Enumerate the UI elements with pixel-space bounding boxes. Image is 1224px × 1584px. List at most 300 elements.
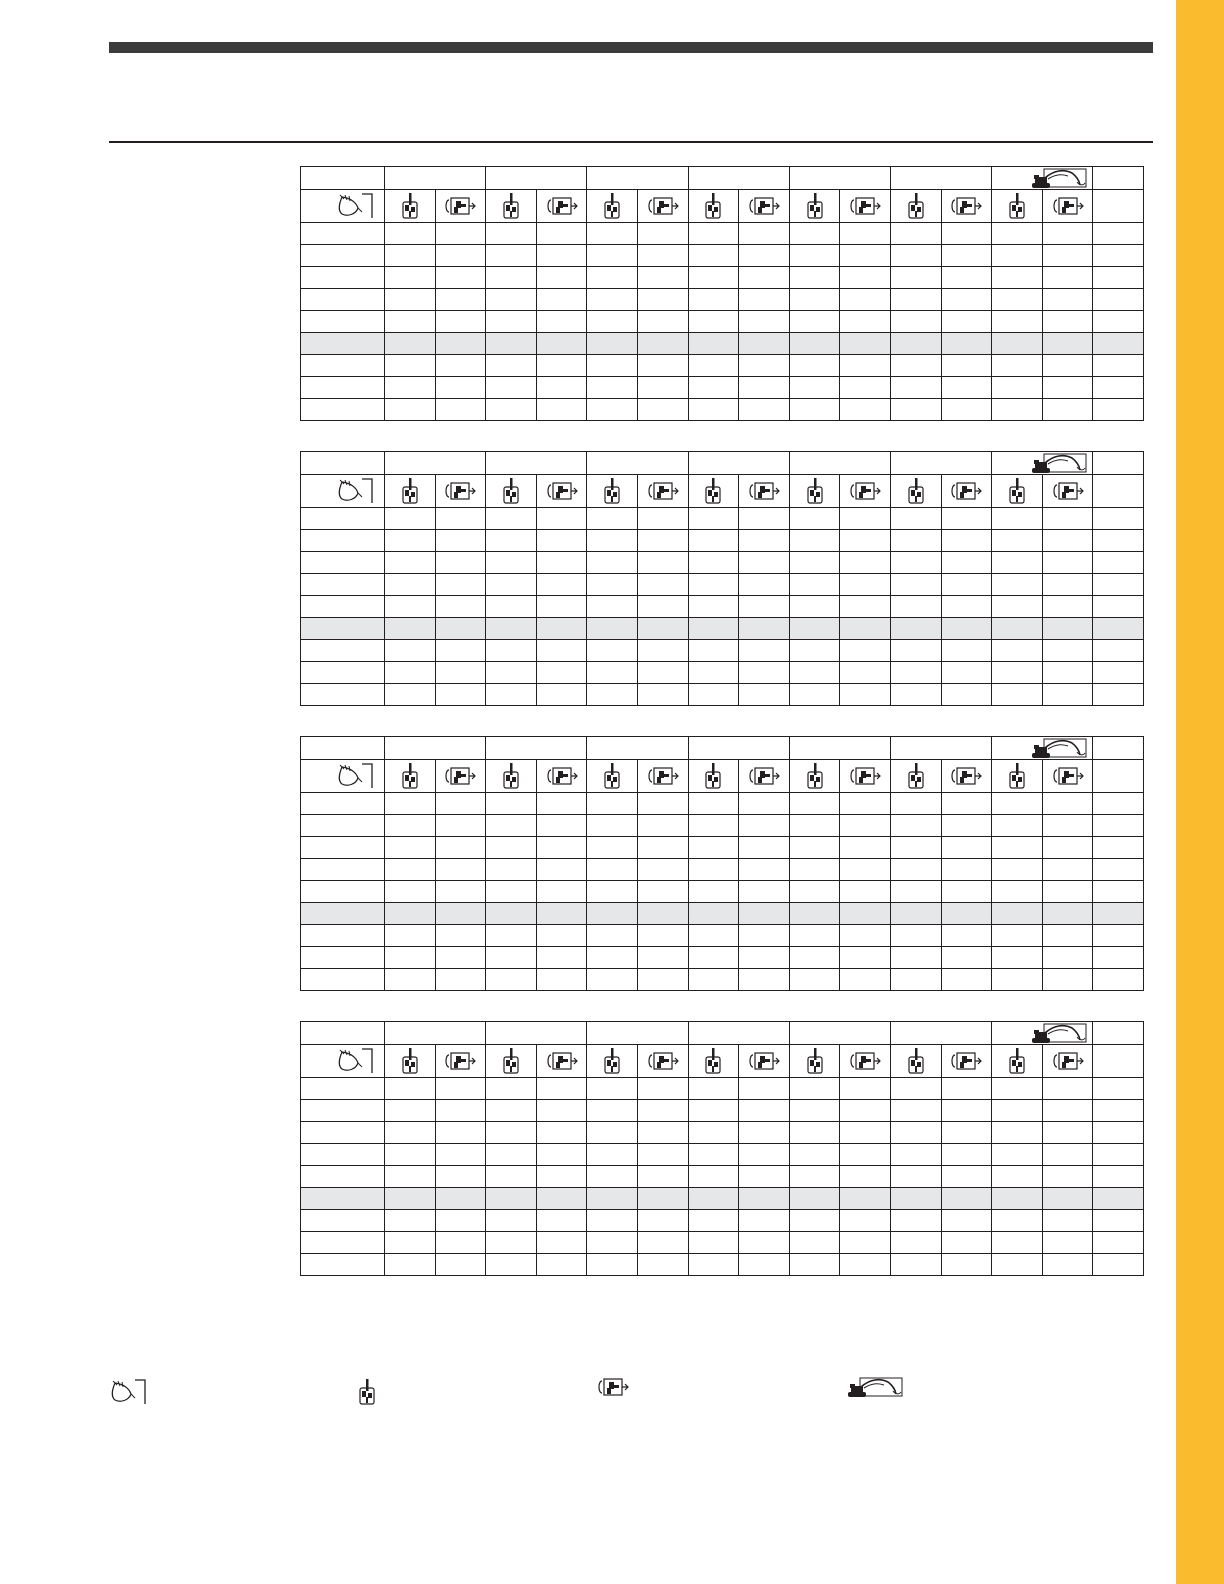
over-side-icon — [646, 197, 680, 214]
header-rule — [109, 141, 1153, 143]
row-label-cell — [301, 640, 385, 662]
table-row — [301, 399, 1144, 421]
table-cell — [840, 1166, 891, 1188]
table-cell — [1093, 903, 1144, 925]
over-side-icon — [1051, 197, 1085, 214]
table-cell — [941, 355, 992, 377]
table-cell — [536, 1188, 587, 1210]
load-radius-header — [587, 452, 688, 475]
table-cell — [992, 399, 1043, 421]
table-cell — [941, 640, 992, 662]
load-side-cell — [536, 190, 587, 223]
over-side-icon — [1051, 482, 1085, 499]
table-cell — [536, 1166, 587, 1188]
table-row — [301, 793, 1144, 815]
table-cell — [941, 1144, 992, 1166]
table-cell — [1093, 1122, 1144, 1144]
over-side-icon — [1051, 1052, 1085, 1069]
table-cell — [1042, 662, 1093, 684]
over-side-icon — [747, 482, 781, 499]
reach-icon-cell — [301, 760, 385, 793]
table-cell — [1042, 815, 1093, 837]
table-cell — [992, 245, 1043, 267]
row-label-cell — [301, 618, 385, 640]
table-row — [301, 881, 1144, 903]
table-cell — [385, 1122, 436, 1144]
table-cell — [1093, 530, 1144, 552]
table-cell — [840, 245, 891, 267]
table-cell — [435, 859, 486, 881]
table-cell — [789, 903, 840, 925]
max-reach-excavator-icon — [846, 1378, 904, 1395]
load-radius-header — [385, 1022, 486, 1045]
table-cell — [941, 1188, 992, 1210]
table-cell — [486, 289, 537, 311]
row-label-cell — [301, 596, 385, 618]
table-cell — [435, 640, 486, 662]
table-cell — [840, 1100, 891, 1122]
table-cell — [587, 508, 638, 530]
max-reach-header — [1093, 167, 1144, 190]
table-cell — [739, 530, 790, 552]
table-cell — [536, 267, 587, 289]
table-cell — [1093, 333, 1144, 355]
over-front-icon — [703, 482, 723, 499]
table-cell — [789, 618, 840, 640]
load-front-cell — [486, 760, 537, 793]
row-label-cell — [301, 245, 385, 267]
table-cell — [941, 881, 992, 903]
table-cell — [435, 684, 486, 706]
table-cell — [840, 837, 891, 859]
table-cell — [739, 267, 790, 289]
table-cell — [789, 684, 840, 706]
over-side-icon — [545, 767, 579, 784]
over-front-icon — [1007, 197, 1027, 214]
table-cell — [486, 815, 537, 837]
table-cell — [486, 311, 537, 333]
table-cell — [1093, 859, 1144, 881]
table-cell — [637, 618, 688, 640]
table-cell — [637, 311, 688, 333]
table-cell — [739, 1078, 790, 1100]
table-cell — [789, 1254, 840, 1276]
table-cell — [890, 223, 941, 245]
table-cell — [637, 947, 688, 969]
row-label-cell — [301, 530, 385, 552]
table-cell — [385, 530, 436, 552]
table-cell — [1093, 1210, 1144, 1232]
table-cell — [1042, 399, 1093, 421]
table-cell — [840, 881, 891, 903]
table-cell — [435, 1232, 486, 1254]
table-cell — [688, 1188, 739, 1210]
table-cell — [840, 399, 891, 421]
table-cell — [739, 969, 790, 991]
table-cell — [385, 618, 436, 640]
table-cell — [637, 1166, 688, 1188]
table-cell — [1042, 925, 1093, 947]
table-cell — [385, 684, 436, 706]
load-point-header-row — [301, 1022, 1144, 1045]
table-cell — [890, 925, 941, 947]
table-cell — [789, 1210, 840, 1232]
load-side-cell — [536, 475, 587, 508]
table-cell — [1093, 508, 1144, 530]
table-cell — [1093, 925, 1144, 947]
table-cell — [385, 333, 436, 355]
table-cell — [840, 1232, 891, 1254]
table-cell — [941, 815, 992, 837]
table-cell — [789, 640, 840, 662]
reach-icon-cell — [301, 1045, 385, 1078]
load-side-cell — [941, 1045, 992, 1078]
table-cell — [890, 640, 941, 662]
table-cell — [789, 508, 840, 530]
table-cell — [587, 596, 638, 618]
row-label-cell — [301, 1210, 385, 1232]
table-cell — [587, 618, 638, 640]
table-cell — [688, 399, 739, 421]
max-reach-header — [1093, 737, 1144, 760]
table-cell — [941, 618, 992, 640]
table-cell — [739, 552, 790, 574]
table-cell — [587, 1254, 638, 1276]
table-cell — [1093, 969, 1144, 991]
table-row — [301, 311, 1144, 333]
table-cell — [435, 1122, 486, 1144]
over-front-icon — [400, 197, 420, 214]
table-cell — [1042, 1100, 1093, 1122]
table-cell — [941, 530, 992, 552]
table-cell — [739, 311, 790, 333]
max-reach-cell — [1093, 475, 1144, 508]
table-cell — [1042, 1166, 1093, 1188]
over-front-icon — [703, 1052, 723, 1069]
table-cell — [1093, 1166, 1144, 1188]
table-cell — [739, 355, 790, 377]
max-reach-header — [1093, 452, 1144, 475]
table-cell — [486, 684, 537, 706]
table-cell — [890, 530, 941, 552]
table-cell — [1093, 1232, 1144, 1254]
table-cell — [789, 662, 840, 684]
table-cell — [739, 508, 790, 530]
table-row — [301, 1144, 1144, 1166]
table-cell — [385, 1144, 436, 1166]
table-cell — [992, 837, 1043, 859]
table-cell — [587, 815, 638, 837]
over-front-icon — [357, 1383, 377, 1400]
max-reach-excavator-icon — [1030, 454, 1088, 471]
table-cell — [587, 837, 638, 859]
table-cell — [536, 508, 587, 530]
table-cell — [1042, 1210, 1093, 1232]
table-cell — [637, 596, 688, 618]
table-cell — [688, 289, 739, 311]
table-cell — [1042, 859, 1093, 881]
over-side-icon — [443, 767, 477, 784]
over-side-icon — [949, 197, 983, 214]
table-cell — [789, 859, 840, 881]
table-cell — [587, 1188, 638, 1210]
table-cell — [486, 837, 537, 859]
table-cell — [385, 311, 436, 333]
over-side-icon — [949, 1052, 983, 1069]
table-cell — [435, 1144, 486, 1166]
load-radius-header — [789, 737, 890, 760]
table-cell — [435, 1166, 486, 1188]
table-cell — [688, 355, 739, 377]
table-cell — [688, 311, 739, 333]
load-front-cell — [385, 190, 436, 223]
accent-side-band — [1176, 0, 1224, 1584]
table-cell — [587, 223, 638, 245]
load-side-cell — [739, 190, 790, 223]
table-cell — [739, 245, 790, 267]
table-cell — [890, 1210, 941, 1232]
table-cell — [1093, 311, 1144, 333]
table-cell — [739, 903, 790, 925]
over-front-icon — [1007, 1052, 1027, 1069]
table-cell — [789, 552, 840, 574]
table-cell — [890, 552, 941, 574]
table-cell — [941, 969, 992, 991]
table-row — [301, 355, 1144, 377]
table-cell — [435, 903, 486, 925]
row-label-cell — [301, 1122, 385, 1144]
table-cell — [840, 1144, 891, 1166]
table-cell — [840, 1210, 891, 1232]
table-cell — [536, 947, 587, 969]
load-radius-header — [688, 452, 789, 475]
load-front-cell — [890, 190, 941, 223]
legend-max — [846, 1376, 904, 1398]
load-side-cell — [840, 190, 891, 223]
over-side-icon — [747, 767, 781, 784]
icon-row — [301, 760, 1144, 793]
table-cell — [789, 815, 840, 837]
table-cell — [992, 969, 1043, 991]
table-cell — [890, 793, 941, 815]
load-side-cell — [739, 760, 790, 793]
table-cell — [890, 815, 941, 837]
load-side-cell — [637, 190, 688, 223]
table-cell — [435, 311, 486, 333]
table-cell — [587, 1078, 638, 1100]
table-row — [301, 1078, 1144, 1100]
load-radius-header — [992, 452, 1093, 475]
table-cell — [587, 640, 638, 662]
table-cell — [637, 267, 688, 289]
row-label-cell — [301, 333, 385, 355]
table-cell — [992, 267, 1043, 289]
table-cell — [435, 1078, 486, 1100]
over-side-icon — [848, 767, 882, 784]
table-cell — [536, 969, 587, 991]
row-label-cell — [301, 1078, 385, 1100]
max-reach-excavator-icon — [1030, 169, 1088, 186]
load-front-cell — [789, 475, 840, 508]
table-cell — [739, 815, 790, 837]
table-cell — [941, 377, 992, 399]
table-cell — [789, 311, 840, 333]
table-cell — [1042, 640, 1093, 662]
load-front-cell — [890, 475, 941, 508]
table-cell — [992, 1254, 1043, 1276]
load-side-cell — [637, 1045, 688, 1078]
table-cell — [789, 881, 840, 903]
table-cell — [1093, 881, 1144, 903]
table-cell — [840, 1254, 891, 1276]
table-cell — [385, 903, 436, 925]
table-cell — [789, 793, 840, 815]
table-cell — [739, 1254, 790, 1276]
load-radius-header — [385, 167, 486, 190]
table-cell — [739, 881, 790, 903]
table-cell — [688, 1232, 739, 1254]
load-chart-4 — [300, 1021, 1144, 1276]
load-side-cell — [435, 1045, 486, 1078]
table-cell — [890, 1144, 941, 1166]
table-cell — [789, 355, 840, 377]
table-cell — [840, 1078, 891, 1100]
table-cell — [688, 333, 739, 355]
table-cell — [385, 267, 436, 289]
load-front-cell — [385, 760, 436, 793]
table-cell — [385, 596, 436, 618]
table-cell — [890, 596, 941, 618]
table-cell — [587, 1122, 638, 1144]
table-cell — [486, 1078, 537, 1100]
load-radius-header — [890, 737, 991, 760]
table-cell — [941, 223, 992, 245]
table-cell — [587, 881, 638, 903]
table-cell — [637, 574, 688, 596]
load-front-cell — [688, 1045, 739, 1078]
table-cell — [1042, 903, 1093, 925]
table-cell — [840, 1122, 891, 1144]
table-cell — [992, 1122, 1043, 1144]
table-cell — [688, 969, 739, 991]
table-cell — [486, 267, 537, 289]
load-side-cell — [637, 475, 688, 508]
table-cell — [385, 1078, 436, 1100]
table-cell — [637, 1122, 688, 1144]
max-reach-cell — [1093, 760, 1144, 793]
load-side-cell — [739, 1045, 790, 1078]
table-cell — [536, 640, 587, 662]
over-side-icon — [848, 1052, 882, 1069]
table-cell — [587, 333, 638, 355]
table-cell — [637, 552, 688, 574]
row-label-cell — [301, 837, 385, 859]
table-cell — [840, 640, 891, 662]
table-cell — [941, 1232, 992, 1254]
reach-icon-cell — [301, 190, 385, 223]
table-cell — [486, 640, 537, 662]
table-cell — [435, 1254, 486, 1276]
table-cell — [486, 793, 537, 815]
table-cell — [840, 333, 891, 355]
table-cell — [688, 925, 739, 947]
row-label-cell — [301, 662, 385, 684]
table-cell — [637, 969, 688, 991]
table-cell — [587, 969, 638, 991]
table-cell — [890, 881, 941, 903]
table-cell — [941, 1100, 992, 1122]
table-cell — [840, 925, 891, 947]
load-radius-header — [688, 1022, 789, 1045]
over-front-icon — [501, 767, 521, 784]
table-cell — [840, 793, 891, 815]
table-cell — [941, 859, 992, 881]
over-front-icon — [501, 482, 521, 499]
table-cell — [941, 267, 992, 289]
table-cell — [536, 289, 587, 311]
table-cell — [1042, 1144, 1093, 1166]
table-cell — [435, 1188, 486, 1210]
header-bar — [109, 42, 1153, 53]
table-row — [301, 508, 1144, 530]
load-radius-header — [587, 167, 688, 190]
load-chart-1 — [300, 166, 1144, 421]
table-cell — [486, 377, 537, 399]
load-radius-header — [688, 737, 789, 760]
table-cell — [435, 355, 486, 377]
table-cell — [435, 925, 486, 947]
table-cell — [688, 245, 739, 267]
table-cell — [486, 1232, 537, 1254]
load-front-cell — [789, 190, 840, 223]
table-cell — [890, 1188, 941, 1210]
table-cell — [486, 925, 537, 947]
table-cell — [992, 574, 1043, 596]
table-cell — [789, 596, 840, 618]
table-cell — [486, 1144, 537, 1166]
table-row — [301, 245, 1144, 267]
table-cell — [385, 815, 436, 837]
over-front-icon — [1007, 767, 1027, 784]
table-row — [301, 289, 1144, 311]
table-cell — [486, 530, 537, 552]
table-cell — [688, 574, 739, 596]
table-cell — [890, 1254, 941, 1276]
table-cell — [637, 903, 688, 925]
table-cell — [385, 245, 436, 267]
table-cell — [587, 947, 638, 969]
table-cell — [739, 596, 790, 618]
table-cell — [890, 311, 941, 333]
table-cell — [1042, 311, 1093, 333]
over-side-icon — [545, 197, 579, 214]
table-cell — [435, 377, 486, 399]
over-side-icon — [747, 1052, 781, 1069]
table-cell — [890, 377, 941, 399]
load-front-cell — [992, 760, 1043, 793]
table-cell — [840, 377, 891, 399]
table-cell — [1042, 333, 1093, 355]
table-cell — [992, 1100, 1043, 1122]
table-cell — [992, 684, 1043, 706]
table-cell — [688, 618, 739, 640]
load-radius-header — [688, 167, 789, 190]
table-row — [301, 640, 1144, 662]
table-cell — [992, 1144, 1043, 1166]
table-cell — [385, 793, 436, 815]
table-cell — [587, 530, 638, 552]
table-cell — [587, 574, 638, 596]
